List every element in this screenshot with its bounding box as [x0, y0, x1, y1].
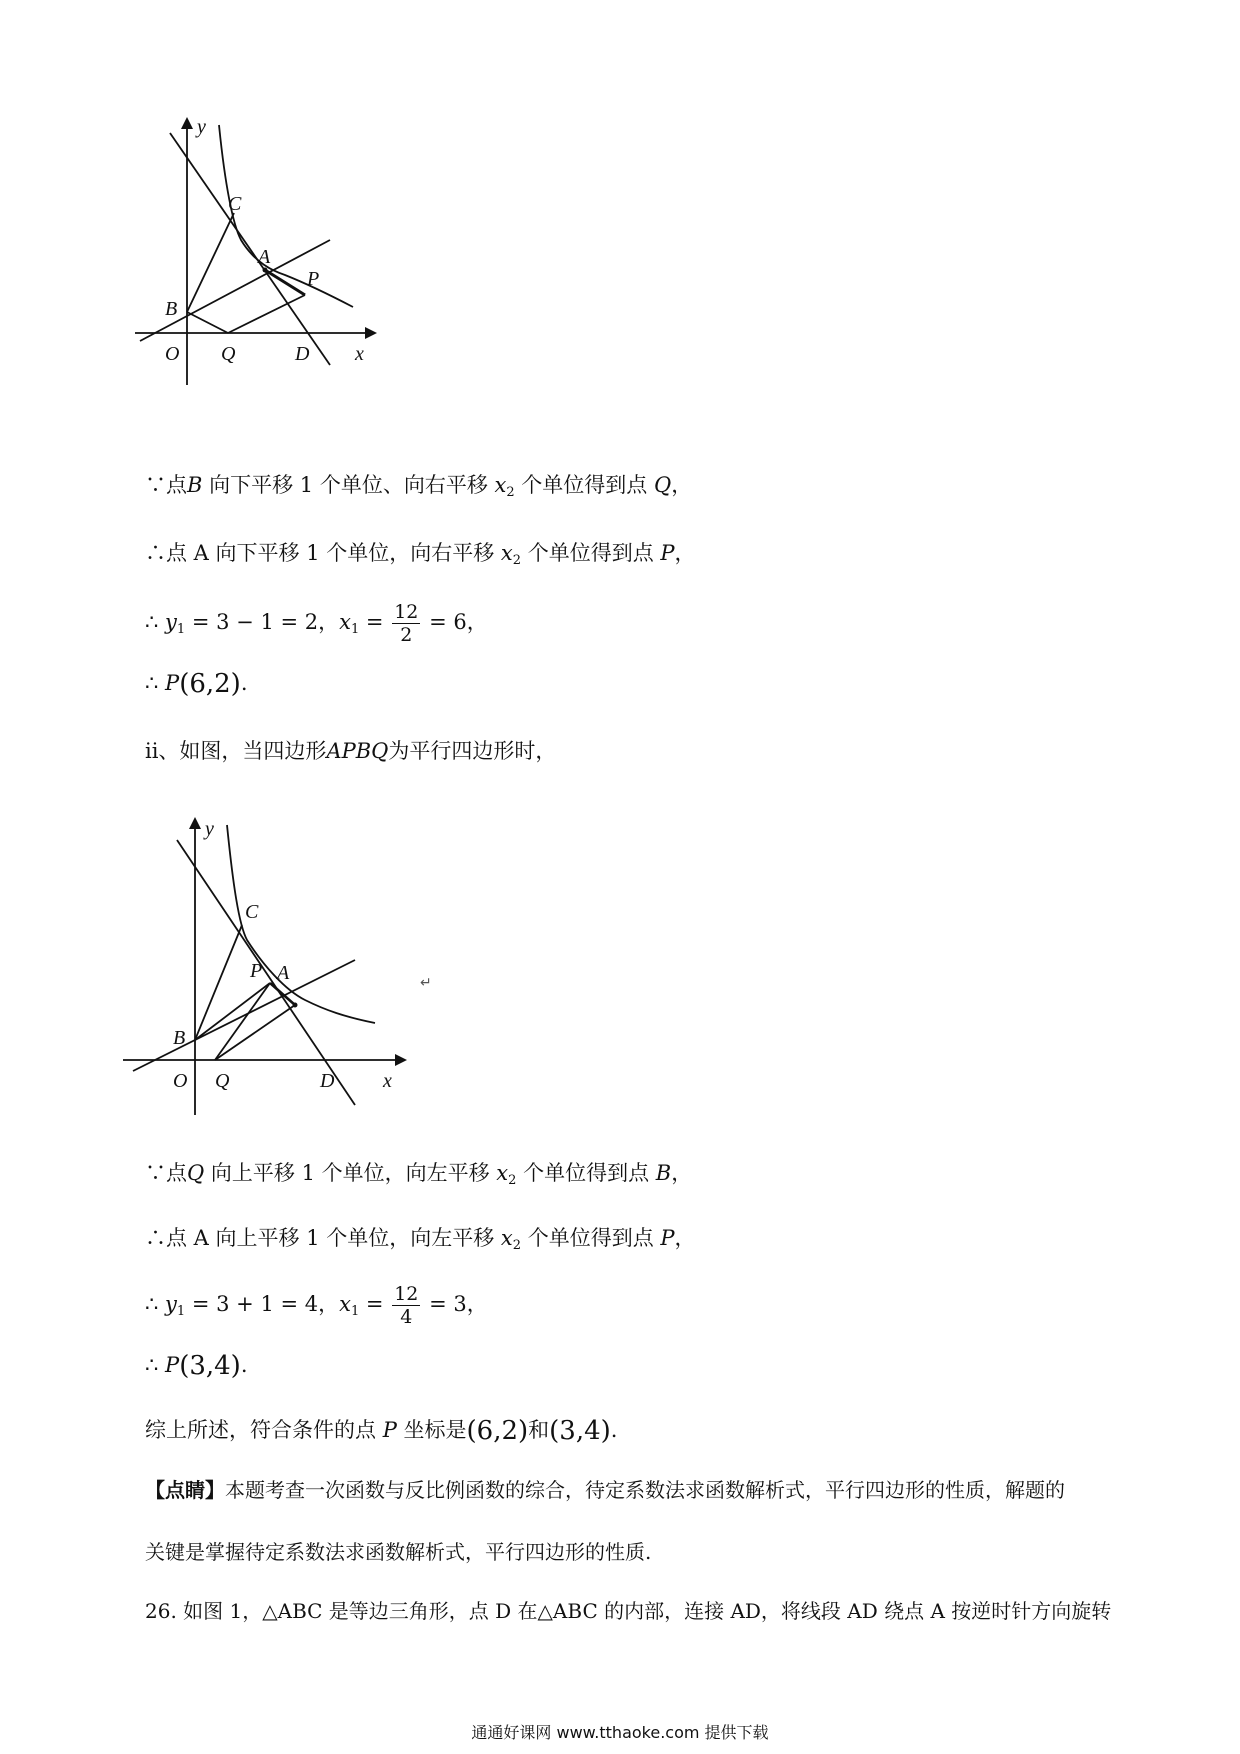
text-line-9: ∴ P(3,4). — [145, 1351, 248, 1381]
fig1-label-Q: Q — [221, 343, 236, 365]
text-line-8: ∴ $y_1 = 3 + 1 = 4$，$x_1$ = $\frac{12}{4}$ = 3， — [145, 1283, 488, 1328]
text-line-7: ∴点 A 向上平移 1 个单位，向左平移 $x_2$ 个单位得到点 P， — [145, 1226, 696, 1253]
text-line-3: ∴ $y_1 = 3 - 1 = 2$，$x_1$ = $\frac{12}{2}$ = 6， — [145, 601, 488, 646]
fig1-label-x: x — [355, 343, 364, 365]
fig2-label-P: P — [250, 960, 263, 982]
text-line-11: 【点睛】本题考查一次函数与反比例函数的综合，待定系数法求函数解析式，平行四边形的性质，解题的 — [145, 1478, 1065, 1502]
fig2-label-Q: Q — [215, 1070, 230, 1092]
figure-1 — [125, 115, 425, 415]
fig2-label-D: D — [320, 1070, 335, 1092]
fig1-label-P: P — [307, 268, 320, 290]
text-line-6: ∵点Q 向上平移 1 个单位，向左平移 $x_2$ 个单位得到点 B， — [145, 1161, 693, 1188]
page-footer: 通通好课网 www.tthaoke.com 提供下载 — [471, 1723, 769, 1742]
text-line-5: ii、如图，当四边形APBQ为平行四边形时， — [145, 739, 557, 763]
fig2-label-x: x — [383, 1070, 392, 1092]
text-line-4: ∴ P(6,2). — [145, 669, 248, 699]
fig1-label-A: A — [258, 246, 271, 268]
return-mark: ↵ — [420, 975, 432, 991]
figure-2 — [115, 815, 415, 1125]
fig1-label-B: B — [165, 298, 178, 320]
fig2-label-O: O — [173, 1070, 188, 1092]
fig1-label-C: C — [228, 193, 242, 215]
fig1-label-O: O — [165, 343, 180, 365]
fig2-label-B: B — [173, 1027, 186, 1049]
text-line-13: 26. 如图 1，△ABC 是等边三角形，点 D 在△ABC 的内部，连接 AD，将线段 AD 绕点 A 按逆时针方向旋转 — [145, 1599, 1112, 1623]
fig2-label-A: A — [277, 962, 290, 984]
text-line-10: 综上所述，符合条件的点 P 坐标是(6,2)和(3,4). — [145, 1416, 618, 1446]
text-line-12: 关键是掌握待定系数法求函数解析式，平行四边形的性质. — [145, 1540, 652, 1564]
fig2-label-y: y — [205, 818, 214, 840]
text-line-1: ∵点B 向下平移 1 个单位、向右平移 $x_2$ 个单位得到点 Q， — [145, 473, 693, 500]
fig2-label-C: C — [245, 901, 259, 923]
fig1-label-y: y — [197, 116, 206, 138]
fig1-label-D: D — [295, 343, 310, 365]
text-line-2: ∴点 A 向下平移 1 个单位，向右平移 $x_2$ 个单位得到点 P， — [145, 541, 696, 568]
